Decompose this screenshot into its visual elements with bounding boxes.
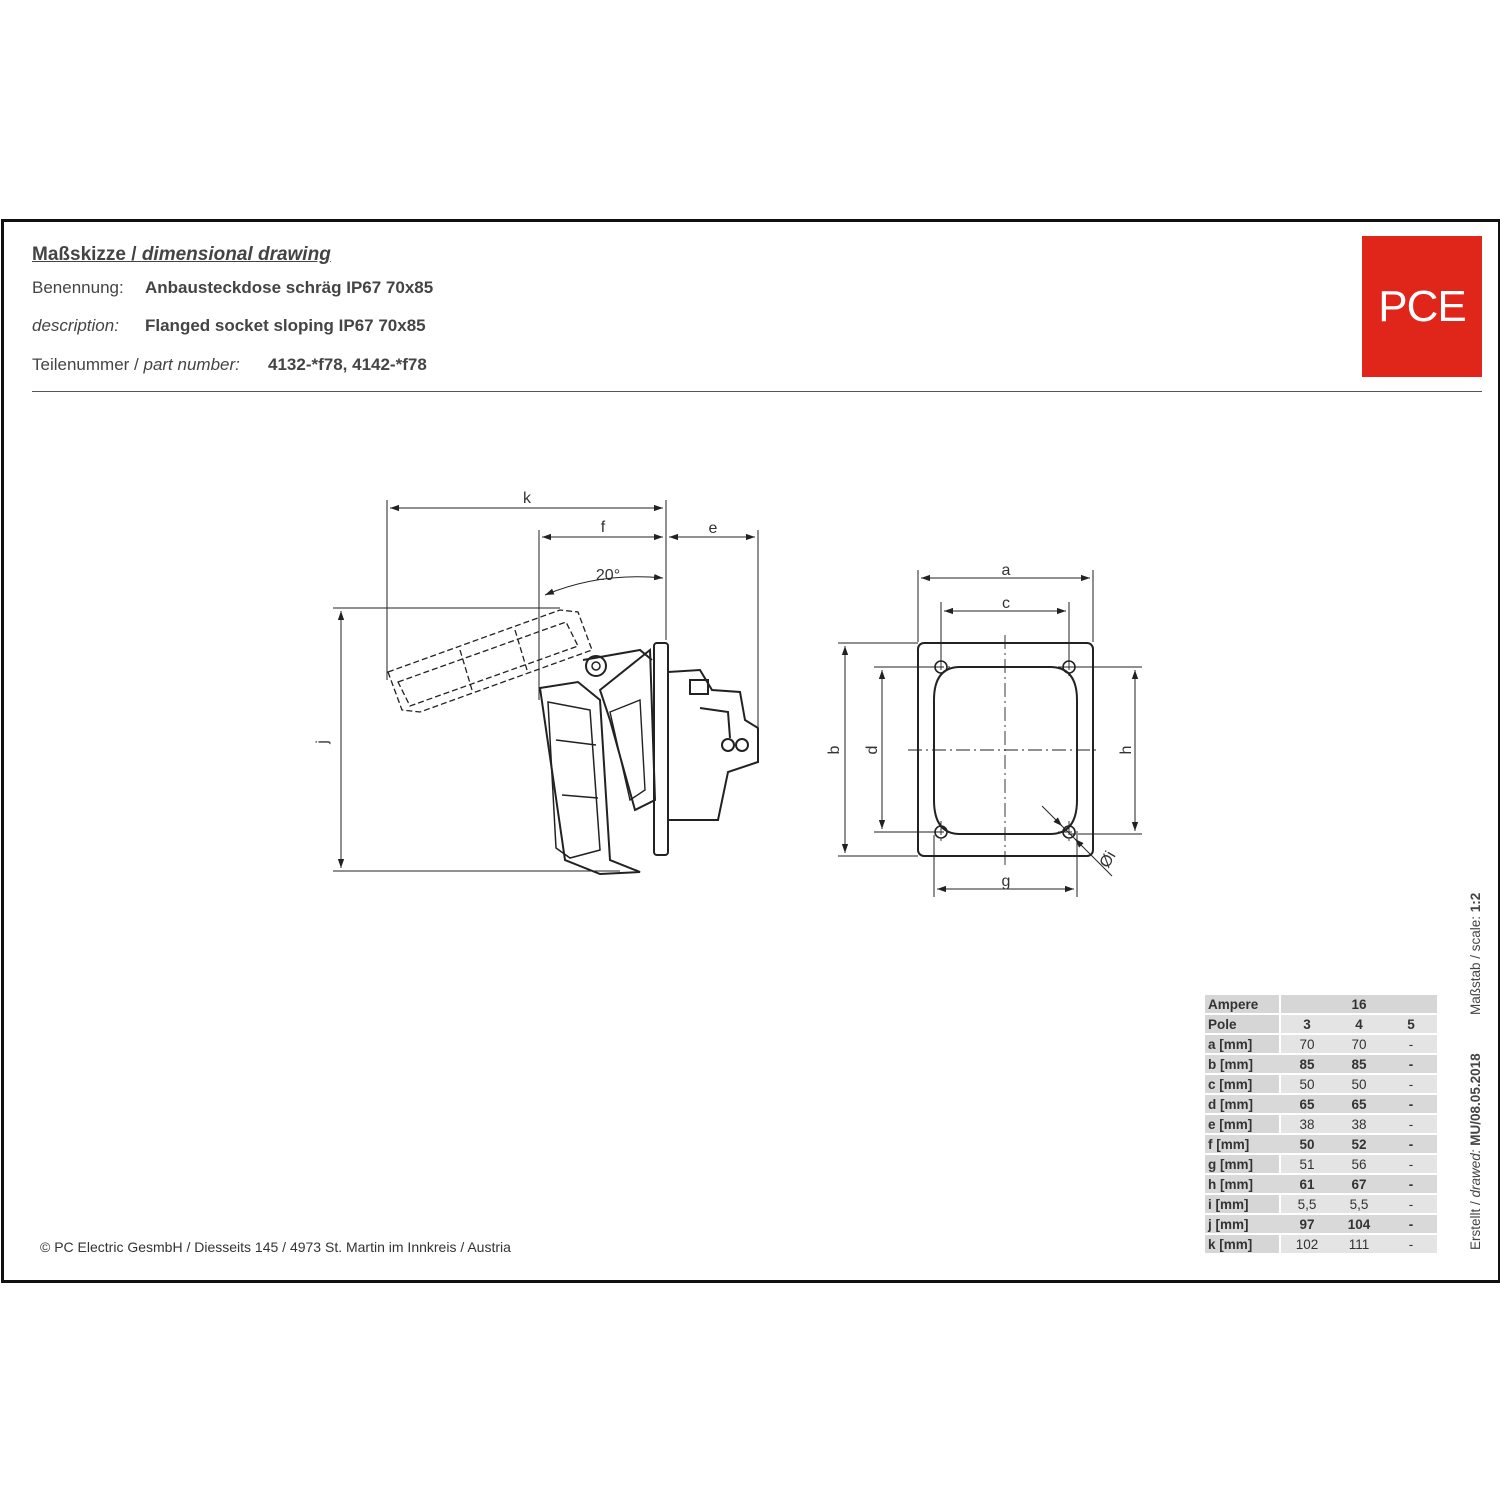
label-i: Øi: [1096, 848, 1120, 871]
copyright-footer: © PC Electric GesmbH / Diesseits 145 / 4973 St. Martin im Innkreis / Austria: [40, 1239, 511, 1255]
cell: -: [1385, 1135, 1437, 1153]
cell: 85: [1333, 1055, 1385, 1073]
part-number-value: 4132-*f78, 4142-*f78: [268, 355, 427, 374]
cell: -: [1385, 1095, 1437, 1113]
label-angle: 20°: [595, 567, 621, 584]
cell: 5,5: [1333, 1195, 1385, 1213]
cell: 52: [1333, 1135, 1385, 1153]
label-b: b: [826, 745, 843, 755]
cell: 65: [1281, 1095, 1333, 1113]
label-a: a: [1001, 562, 1011, 579]
row-key: i [mm]: [1205, 1195, 1279, 1213]
centre-lines: [908, 635, 1100, 866]
cell: 51: [1281, 1155, 1333, 1173]
front-view: [838, 570, 1142, 897]
row-key: f [mm]: [1205, 1135, 1279, 1153]
label-e: e: [708, 520, 718, 537]
ampere-label: Ampere: [1205, 995, 1279, 1013]
cell: 50: [1333, 1075, 1385, 1093]
cell: -: [1385, 1215, 1437, 1233]
cell: -: [1385, 1035, 1437, 1053]
name-label: Benennung:: [32, 278, 124, 297]
row-key: j [mm]: [1205, 1215, 1279, 1233]
cell: 38: [1281, 1115, 1333, 1133]
cell: -: [1385, 1155, 1437, 1173]
row-key: a [mm]: [1205, 1035, 1279, 1053]
row-key: g [mm]: [1205, 1155, 1279, 1173]
drawing-title: Maßskizze / dimensional drawing: [32, 244, 331, 265]
cell: 111: [1333, 1235, 1385, 1253]
pce-logo: PCE: [1362, 236, 1482, 377]
name-value: Anbausteckdose schräg IP67 70x85: [145, 278, 434, 297]
cell: -: [1385, 1195, 1437, 1213]
description-label: description:: [32, 316, 119, 335]
cell: -: [1385, 1055, 1437, 1073]
socket-body: [540, 650, 655, 874]
front-plate: [918, 643, 1093, 856]
cell: 56: [1333, 1155, 1385, 1173]
pole-cell: 4: [1333, 1015, 1385, 1033]
cell: 70: [1281, 1035, 1333, 1053]
label-j: j: [314, 740, 331, 744]
cell: 104: [1333, 1215, 1385, 1233]
cell: -: [1385, 1235, 1437, 1253]
label-g: g: [1001, 873, 1011, 890]
pole-label: Pole: [1205, 1015, 1279, 1033]
cell: -: [1385, 1075, 1437, 1093]
cell: 5,5: [1281, 1195, 1333, 1213]
cell: 67: [1333, 1175, 1385, 1193]
cell: 61: [1281, 1175, 1333, 1193]
scale-note: Maßstab / scale: 1:2: [1468, 892, 1483, 1015]
description-value: Flanged socket sloping IP67 70x85: [145, 316, 426, 335]
row-key: d [mm]: [1205, 1095, 1279, 1113]
row-key: k [mm]: [1205, 1235, 1279, 1253]
row-key: e [mm]: [1205, 1115, 1279, 1133]
label-d: d: [864, 745, 881, 755]
cell: 50: [1281, 1135, 1333, 1153]
cell: 97: [1281, 1215, 1333, 1233]
label-c: c: [1002, 595, 1010, 612]
cell: 102: [1281, 1235, 1333, 1253]
cell: 70: [1333, 1035, 1385, 1053]
cell: 65: [1333, 1095, 1385, 1113]
row-key: h [mm]: [1205, 1175, 1279, 1193]
pole-cell: 5: [1385, 1015, 1437, 1033]
label-h: h: [1118, 745, 1135, 755]
row-key: c [mm]: [1205, 1075, 1279, 1093]
part-number-label: Teilenummer / part number:: [32, 355, 240, 374]
lid-open: [388, 610, 592, 712]
cell: 50: [1281, 1075, 1333, 1093]
row-key: b [mm]: [1205, 1055, 1279, 1073]
pole-cell: 3: [1281, 1015, 1333, 1033]
cell: -: [1385, 1115, 1437, 1133]
label-f: f: [600, 519, 606, 536]
cell: 85: [1281, 1055, 1333, 1073]
cell: -: [1385, 1175, 1437, 1193]
cell: 38: [1333, 1115, 1385, 1133]
created-note: Erstellt / drawed: MU/08.05.2018: [1468, 1053, 1483, 1250]
label-k: k: [523, 490, 531, 507]
flange-plate: [654, 643, 668, 855]
rear-terminals: [668, 670, 758, 820]
front-body: [934, 667, 1077, 834]
ampere-value: 16: [1281, 995, 1437, 1013]
side-view: [333, 500, 758, 874]
